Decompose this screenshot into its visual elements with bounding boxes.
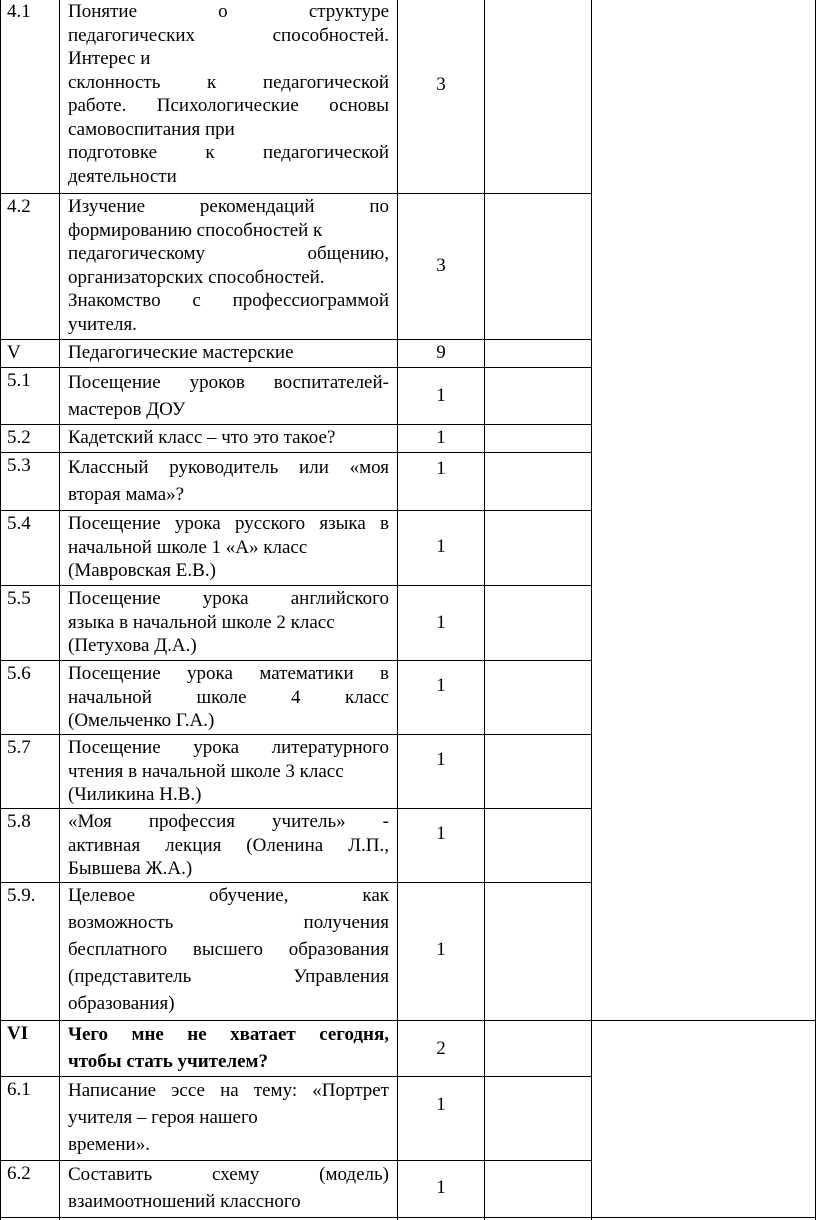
col-border-3 bbox=[484, 0, 485, 1220]
row-title: Написание эссе на тему: «Портрет учителя – героя нашего времени». bbox=[68, 1080, 389, 1155]
row-title: Посещение урока русского языка в начальной школе 1 «А» класс (Мавровская Е.В.) bbox=[68, 513, 389, 581]
row-hours: 2 bbox=[436, 1038, 446, 1059]
row-hours: 1 bbox=[436, 612, 446, 633]
row-hours: 1 bbox=[436, 1177, 446, 1198]
row-hours: 1 bbox=[436, 823, 446, 844]
row-number: 6.2 bbox=[7, 1163, 31, 1184]
row-hours: 1 bbox=[436, 385, 446, 406]
row-number: VI bbox=[7, 1023, 29, 1044]
row-title: Классный руководитель или «моя вторая мама»? bbox=[68, 457, 389, 505]
row-title: Посещение урока литературного чтения в начальной школе 3 класс (Чиликина Н.В.) bbox=[68, 737, 389, 805]
row-border bbox=[0, 339, 592, 340]
col-border-4 bbox=[591, 0, 592, 1220]
row-number: 5.4 bbox=[7, 513, 31, 534]
row-number: 6.1 bbox=[7, 1079, 31, 1100]
row-hours: 1 bbox=[436, 427, 446, 448]
row-border bbox=[0, 367, 592, 368]
row-border bbox=[0, 585, 592, 586]
row-title: «Моя профессия учитель» - активная лекция (Оленина Л.П., Бывшева Ж.А.) bbox=[68, 811, 389, 879]
row-hours: 3 bbox=[436, 255, 446, 276]
row-hours: 1 bbox=[436, 749, 446, 770]
row-number: 4.1 bbox=[7, 1, 31, 22]
row-title: Кадетский класс – что это такое? bbox=[68, 427, 336, 448]
row-number: 4.2 bbox=[7, 196, 31, 217]
row-title: Составить схему (модель) взаимоотношений классного bbox=[68, 1164, 389, 1212]
row-title: Целевое обучение, как возможность получения бесплатного высшего образования (представитель Управления образования) bbox=[68, 885, 389, 1014]
row-title: Чего мне не хватает сегодня, чтобы стать учителем? bbox=[68, 1024, 389, 1072]
row-number: 5.8 bbox=[7, 811, 31, 832]
row-border bbox=[0, 510, 592, 511]
col-border-1 bbox=[59, 0, 60, 1220]
row-hours: 3 bbox=[436, 74, 446, 95]
row-hours: 1 bbox=[436, 939, 446, 960]
row-number: 5.6 bbox=[7, 663, 31, 684]
row-hours: 9 bbox=[436, 342, 446, 363]
row-title: Изучение рекомендаций по формированию способностей к педагогическому общению, организаторских способностей. Знакомство с профессиограммой учителя. bbox=[68, 196, 389, 335]
row-title: Понятие о структуре педагогических способностей. Интерес и склонность к педагогической работе. Психологические основы самовоспитания при подготовке к педагогической деятельности bbox=[68, 1, 389, 187]
row-number: 5.9. bbox=[7, 885, 36, 906]
row-title: Посещение урока математики в начальной школе 4 класс (Омельченко Г.А.) bbox=[68, 663, 389, 731]
row-title: Посещение урока английского языка в начальной школе 2 класс (Петухова Д.А.) bbox=[68, 588, 389, 656]
row-hours: 1 bbox=[436, 536, 446, 557]
row-number: 5.7 bbox=[7, 737, 31, 758]
col-border-left bbox=[0, 0, 1, 1220]
row-title: Педагогические мастерские bbox=[68, 342, 294, 363]
row-number: V bbox=[7, 342, 21, 363]
row-number: 5.3 bbox=[7, 455, 31, 476]
row-border bbox=[0, 424, 592, 425]
row-border bbox=[0, 808, 592, 809]
row-number: 5.2 bbox=[7, 427, 31, 448]
row-hours: 1 bbox=[436, 1094, 446, 1115]
row-number: 5.1 bbox=[7, 370, 31, 391]
row-border bbox=[0, 193, 592, 194]
row-title: Посещение уроков воспитателей- мастеров ДОУ bbox=[68, 372, 389, 420]
row-border bbox=[0, 452, 592, 453]
row-number: 5.5 bbox=[7, 588, 31, 609]
row-border bbox=[0, 734, 592, 735]
row-border bbox=[0, 660, 592, 661]
row-hours: 1 bbox=[436, 675, 446, 696]
row-border bbox=[0, 1217, 816, 1218]
row-hours: 1 bbox=[436, 458, 446, 479]
